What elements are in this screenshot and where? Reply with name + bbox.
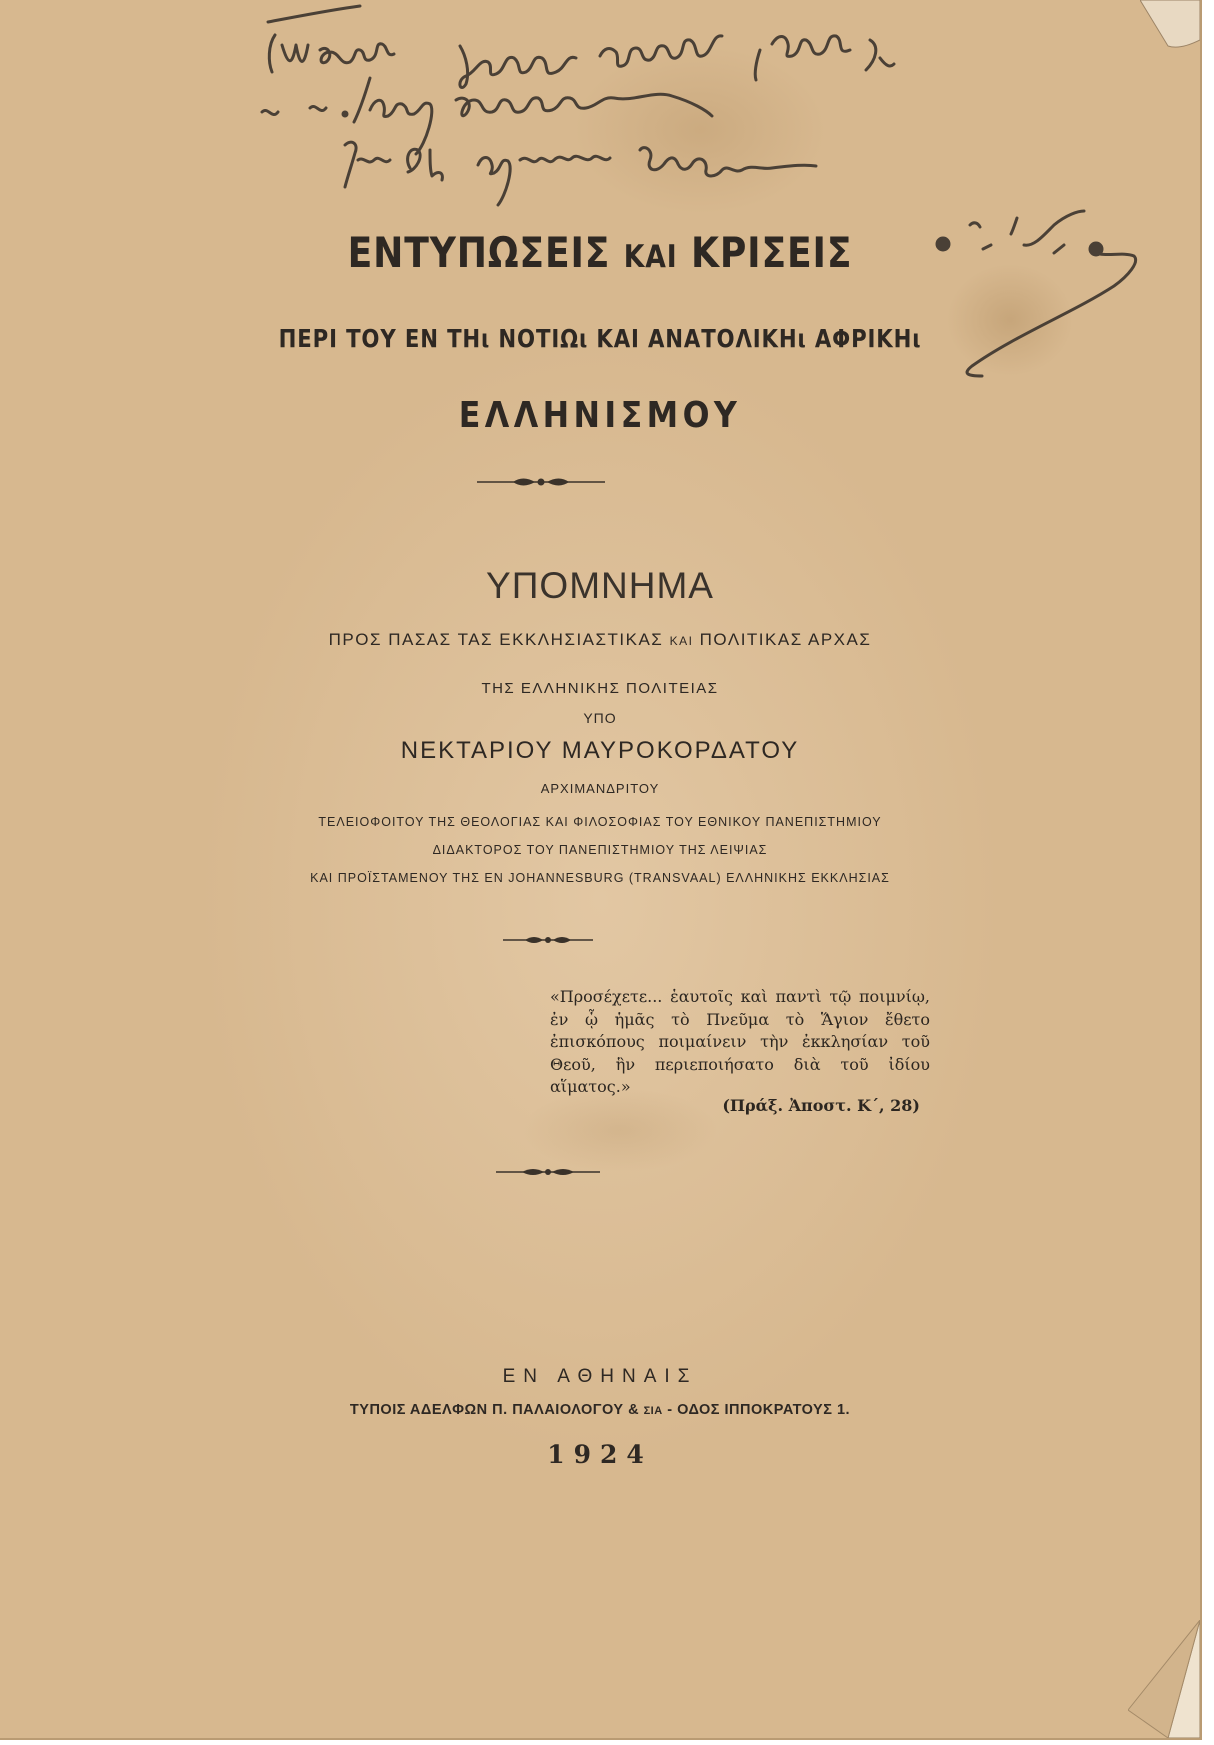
epigraph-citation: (Πράξ. Ἀποστ. Κ΄, 28): [722, 1096, 920, 1115]
author-name: ΝΕΚΤΑΡΙΟΥ ΜΑΥΡΟΚΟΡΔΑΤΟΥ: [400, 737, 800, 764]
printer-address: - ΟΔΟΣ ΙΠΠΟΚΡΑΤΟΥΣ 1.: [667, 1402, 851, 1418]
addressee-and: ΚΑΙ: [669, 634, 694, 648]
author-credential-3: ΚΑΙ ΠΡΟΪΣΤΑΜΕΝΟΥ ΤΗΣ ΕΝ JOHANNESBURG (TRANSVAAL) ΕΛΛΗΝΙΚΗΣ ΕΚΚΛΗΣΙΑΣ: [310, 871, 890, 885]
folded-corner-top-icon: [1140, 0, 1200, 50]
author-rank: ΑΡΧΙΜΑΝΔΡΙΤΟΥ: [540, 781, 660, 796]
title-word-judgments: ΚΡΙΣΕΙΣ: [690, 228, 853, 277]
by-label: ΥΠΟ: [583, 710, 617, 726]
addressee-part-2: ΠΟΛΙΤΙΚΑΣ ΑΡΧΑΣ: [699, 630, 872, 649]
addressee-part-1: ΠΡΟΣ ΠΑΣΑΣ ΤΑΣ ΕΚΚΛΗΣΙΑΣΤΙΚΑΣ: [328, 630, 664, 649]
memorandum-heading: ΥΠΟΜΝΗΜΑ: [486, 565, 714, 606]
ornament-divider-icon: [496, 1164, 600, 1180]
state-line: ΤΗΣ ΕΛΛΗΝΙΚΗΣ ΠΟΛΙΤΕΙΑΣ: [481, 680, 719, 697]
printer-company: ΣΙΑ: [643, 1405, 663, 1417]
imprint-year: 1924: [547, 1440, 653, 1469]
title-line-2: ΠΕΡΙ ΤΟΥ ΕΝ ΤΗι ΝΟΤΙΩι ΚΑΙ ΑΝΑΤΟΛΙΚΗι ΑΦΡΙΚΗι: [278, 324, 922, 353]
epigraph-quote: [550, 986, 930, 1099]
author-credential-2: ΔΙΔΑΚΤΟΡΟΣ ΤΟΥ ΠΑΝΕΠΙΣΤΗΜΙΟΥ ΤΗΣ ΛΕΙΨΙΑΣ: [432, 843, 768, 857]
printer-name: ΤΥΠΟΙΣ ΑΔΕΛΦΩΝ Π. ΠΑΛΑΙΟΛΟΓΟΥ &: [349, 1402, 640, 1418]
author-credential-1: ΤΕΛΕΙΟΦΟΙΤΟΥ ΤΗΣ ΘΕΟΛΟΓΙΑΣ ΚΑΙ ΦΙΛΟΣΟΦΙΑΣ ΤΟΥ ΕΘΝΙΚΟΥ ΠΑΝΕΠΙΣΤΗΜΙΟΥ: [318, 815, 882, 829]
ornament-divider-icon: [477, 474, 605, 490]
imprint-printer: [0, 1402, 1200, 1418]
ornament-divider-icon: [503, 932, 593, 948]
title-word-and: ΚΑΙ: [623, 239, 678, 275]
epigraph-text: «Προσέχετε... ἑαυτοῖς καὶ παντὶ τῷ ποιμνίῳ, ἐν ᾧ ἡμᾶς τὸ Πνεῦμα τὸ Ἅγιον ἔθετο ἐπισκόπους ποιμαίνειν τὴν ἐκκλησίαν τοῦ Θεοῦ, ἣν περιεποιήσατο διὰ τοῦ ἰδίου αἵματος.»: [550, 987, 930, 1096]
title-word-impressions: ΕΝΤΥΠΩΣΕΙΣ: [347, 228, 611, 277]
title-line-1: [84, 228, 1116, 277]
imprint-place: ΕΝ ΑΘΗΝΑΙΣ: [502, 1366, 698, 1387]
title-line-3: ΕΛΛΗΝΙΣΜΟΥ: [458, 395, 742, 436]
handwritten-dedication: [0, 0, 1214, 420]
folded-corner-bottom-icon: [1128, 1620, 1200, 1738]
addressee-line: [0, 630, 1200, 650]
